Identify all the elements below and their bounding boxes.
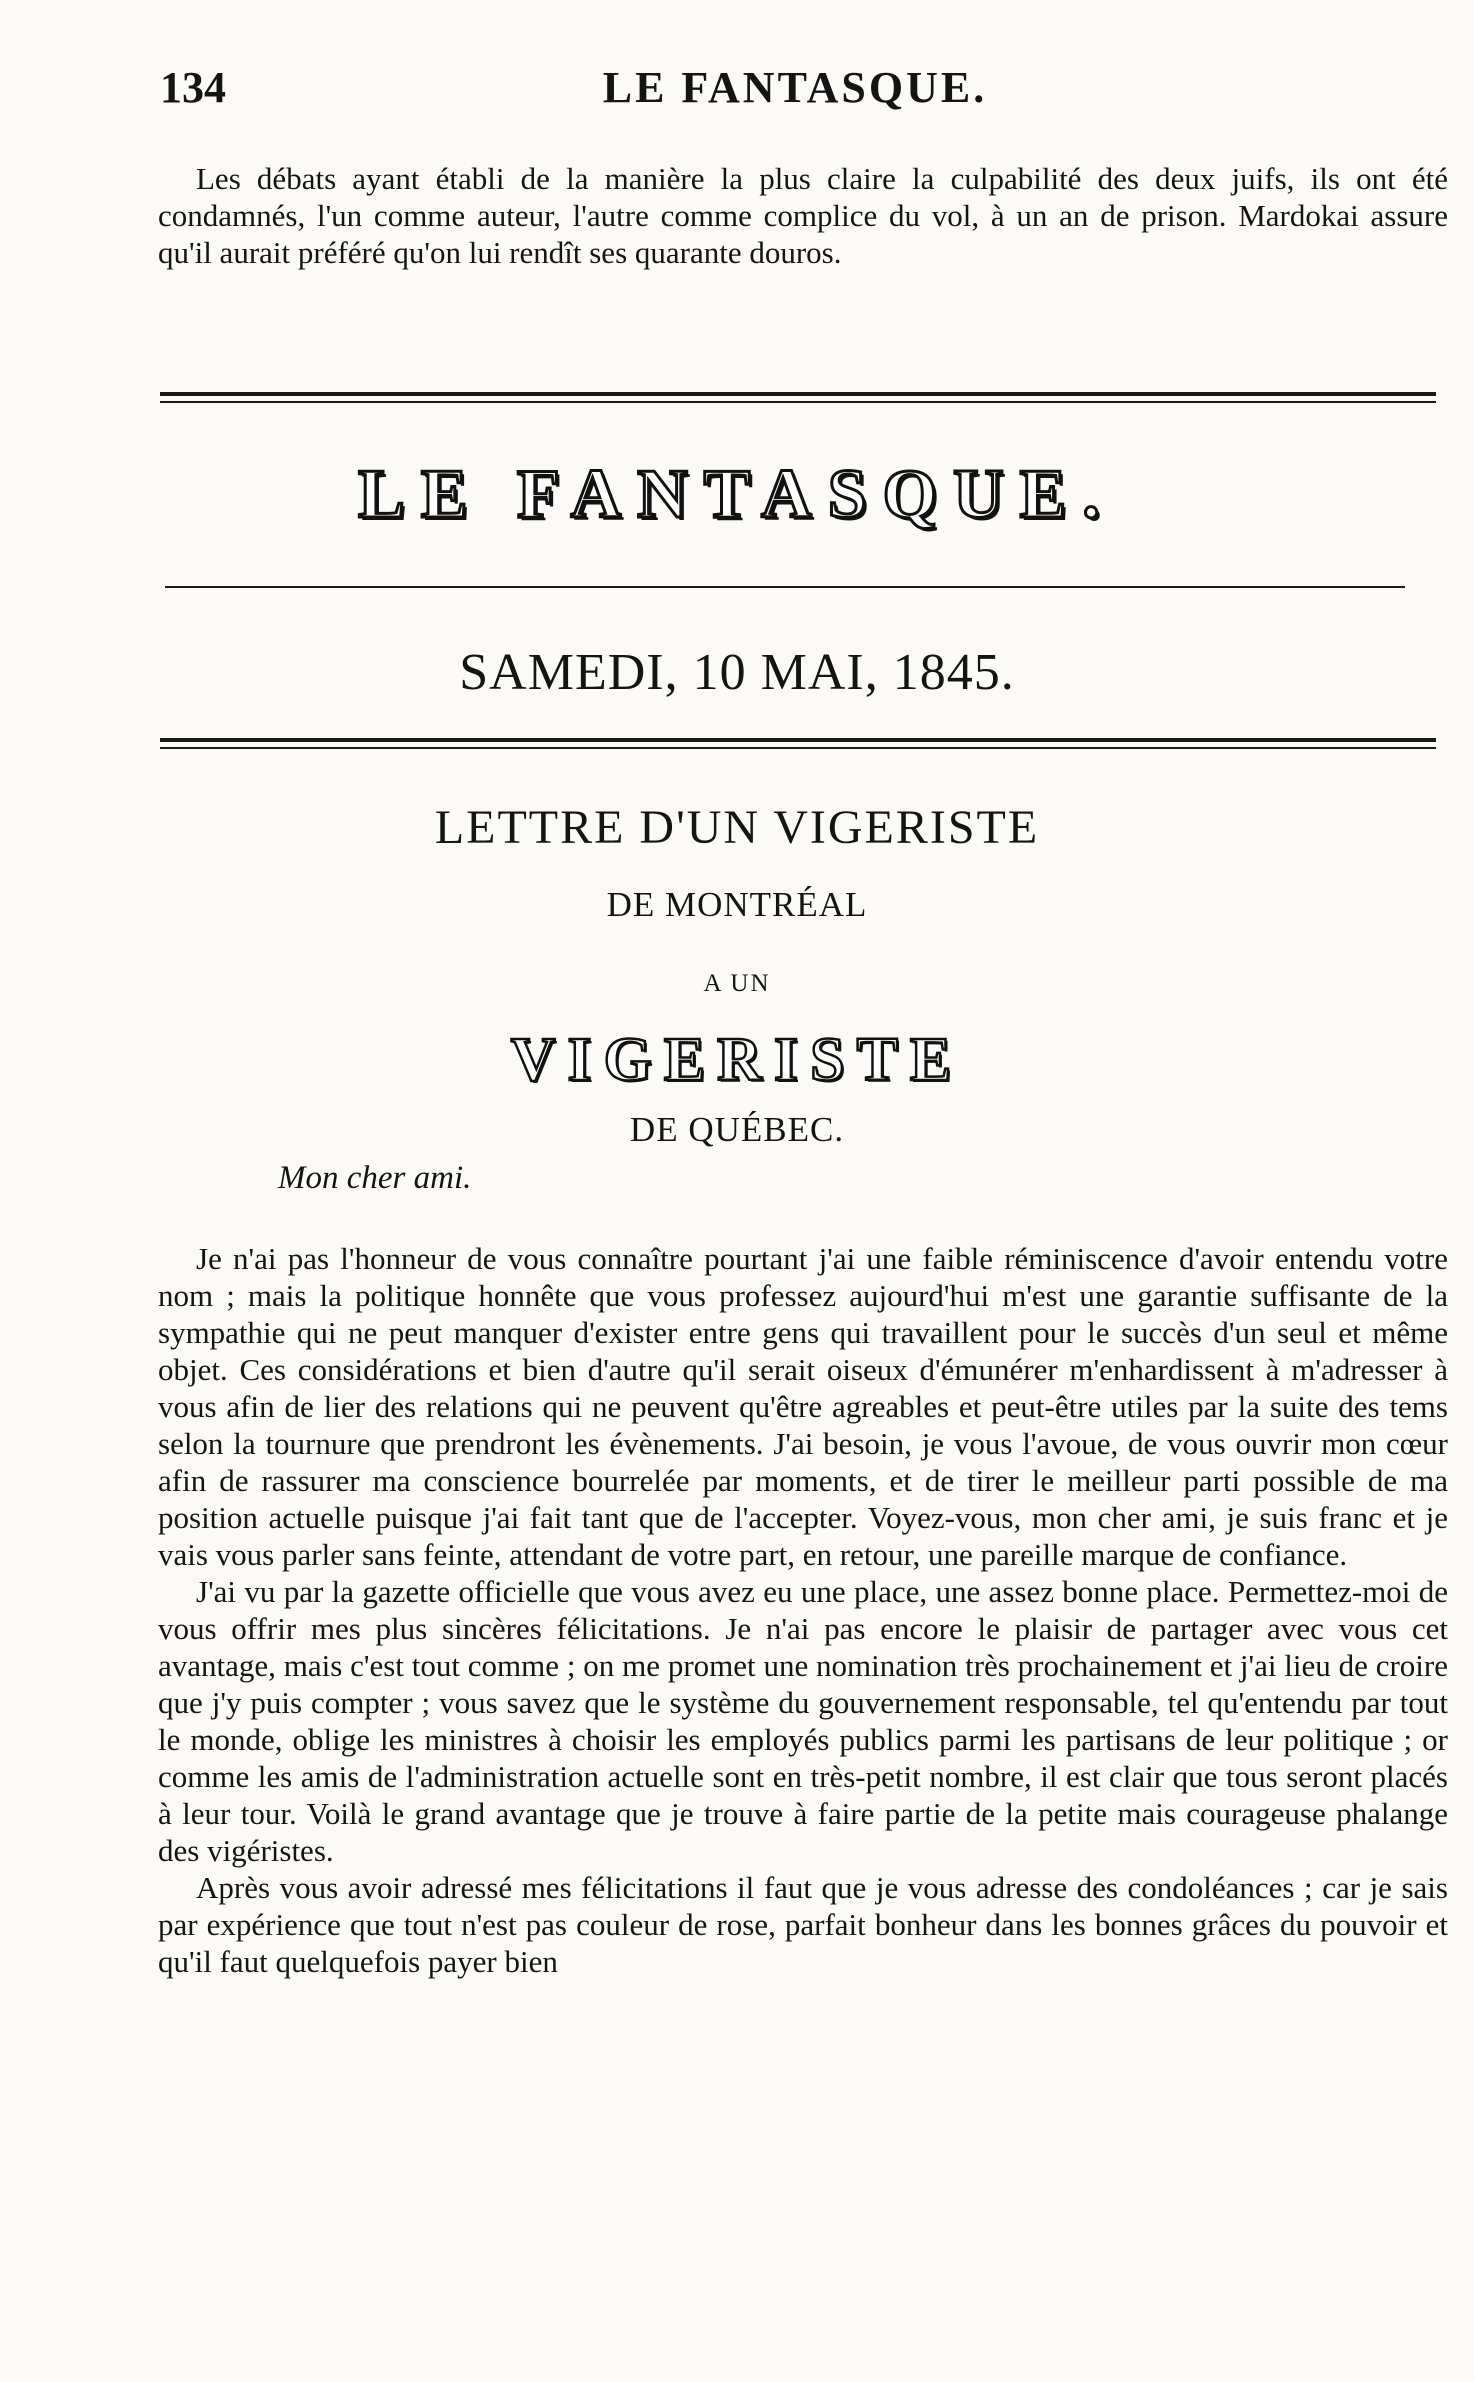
- double-rule-bottom: [160, 738, 1436, 742]
- running-title: LE FANTASQUE.: [602, 63, 988, 112]
- double-rule-top-thin: [160, 401, 1436, 403]
- article-paragraph: Après vous avoir adressé mes félicitations il faut que je vous adresse des condoléances ; car je sais par expérience que tout n'est pas couleur de rose, parfait bonheur dans les bonnes grâces du pouvoir et qu'il faut quelquefois payer bien: [158, 1870, 1448, 1979]
- salutation: Mon cher ami.: [278, 1160, 472, 1196]
- article-subtitle-montreal: DE MONTRÉAL: [606, 885, 868, 924]
- intro-paragraph-text: Les débats ayant établi de la manière la plus claire la culpabilité des deux juifs, ils ont été condamnés, l'un comme auteur, l'autre comme complice du vol, à un an de prison. Mardokai assure qu'il aurait préféré qu'on lui rendît ses quarante douros.: [158, 161, 1448, 270]
- page-number: 134: [160, 63, 226, 112]
- masthead: LE FANTASQUE.: [358, 456, 1116, 533]
- article-title: LETTRE D'UN VIGERISTE: [434, 801, 1040, 854]
- article-body: [158, 1240, 1448, 1980]
- article-paragraph: J'ai vu par la gazette officielle que vous avez eu une place, une assez bonne place. Permettez-moi de vous offrir mes plus sincères félicitations. Je n'ai pas encore le plaisir de partager avec vous cet avantage, mais c'est tout comme ; on me promet une nomination très prochainement et j'ai lieu de croire que j'y puis compter ; vous savez que le système du gouvernement responsable, tel qu'entendu par tout le monde, oblige les ministres à choisir les employés publics parmi les partisans de leur politique ; or comme les amis de l'administration actuelle sont en très-petit nombre, il est clair que tous seront placés à leur tour. Voilà le grand avantage que je trouve à faire partie de la petite mais courageuse phalange des vigéristes.: [158, 1574, 1448, 1868]
- article-subtitle-vigeriste: VIGERISTE: [510, 1026, 964, 1094]
- rule-under-masthead: [165, 586, 1405, 588]
- article-paragraph: Je n'ai pas l'honneur de vous connaître pourtant j'ai une faible réminiscence d'avoir entendu votre nom ; mais la politique honnête que vous professez aujourd'hui m'est une garantie suffisante de la sympathie qui ne peut manquer d'exister entre gens qui travaillent pour le succès d'un seul et même objet. Ces considérations et bien d'autre qu'il serait oiseux d'émunérer m'enhardissent à m'adresser à vous afin de lier des relations qui ne peuvent qu'être agreables et peut-être utiles par la suite des tems selon la tournure que prendront les évènements. J'ai besoin, je vous l'avoue, de vous ouvrir mon cœur afin de rassurer ma conscience bourrelée par moments, et de tirer le meilleur parti possible de ma position actuelle puisque j'ai fait tant que de l'accepter. Voyez-vous, mon cher ami, je suis franc et je vais vous parler sans feinte, attendant de votre part, en retour, une pareille marque de confiance.: [158, 1241, 1448, 1572]
- article-subtitle-quebec: DE QUÉBEC.: [629, 1110, 845, 1149]
- running-head: [150, 62, 1440, 122]
- dateline: SAMEDI, 10 MAI, 1845.: [459, 644, 1015, 701]
- double-rule-bottom-thin: [160, 747, 1436, 749]
- article-subtitle-a-un: A UN: [703, 970, 771, 997]
- intro-paragraph: [158, 160, 1448, 271]
- double-rule-top: [160, 392, 1436, 396]
